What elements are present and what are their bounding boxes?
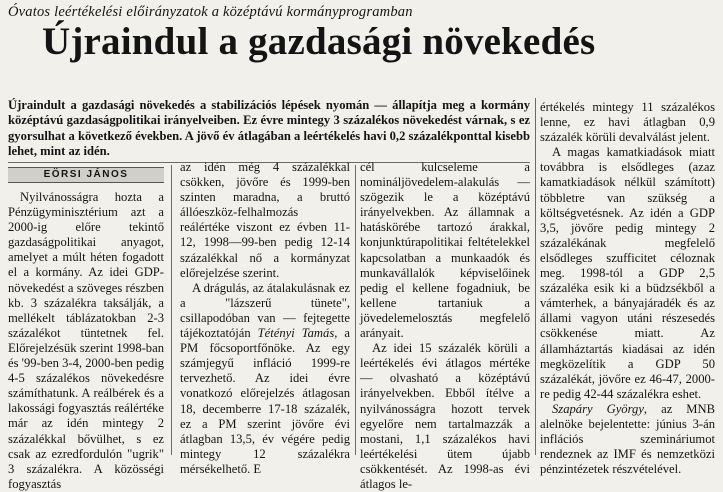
column-3-paragraph-1: cél kulcseleme a nomináljövedelem-alakulás — szögezik le a középtávú irányelvekben. Az államnak a hatáskörébe tartozó árakkal, konjunktúrapolitikai feltételekkel kapcsolatban a munkaadók és munkavállalók képviselőinek pedig el kellene fogadniuk, be kellene tartaniuk a jövedelemelosztás megfelelő arányait. (360, 160, 530, 341)
column-4-paragraph-3 (540, 402, 715, 477)
column-2 (180, 160, 350, 477)
article-kicker: Óvatos leértékelési előirányzatok a középtávú kormányprogramban (8, 4, 413, 20)
column-divider-2 (355, 165, 356, 455)
column-divider-1 (171, 165, 172, 455)
column-3 (360, 160, 530, 492)
column-divider-3 (535, 98, 536, 455)
column-2-text-b: , a PM főcsoportfőnöke. Az egy számjegyű infláció 1999-re tervezhető. Az idei évre vonatkozó előrejelzés átlagosan 18, decemberre 17-18 százalék, ez a PM szerint jövőre évi átlagban 13,5, év végére pedig mintegy 12 százalékra mérsékelhető. E (180, 326, 350, 476)
column-2-text-a: A drágulás, az átalakulásnak ez a "lázszerű tünete", csillapodóban van — fejtegette tájékoztatóján (180, 280, 350, 341)
official-name: Tétényi Tamás (257, 326, 335, 341)
article-headline: Újraindul a gazdasági növekedés (42, 20, 596, 63)
column-4-text: , az MNB alelnöke bejelentette: június 3-án inflációs szemináriumot rendeznek az IMF és nemzetközi pénzintézetek részvételével. (540, 401, 715, 477)
column-4-paragraph-2: A magas kamatkiadások miatt továbbra is elsődleges (azaz kamatkiadások nélkül számított) többletre van szükség a költségvetésnek. Az idén a GDP 3,5, jövőre pedig mintegy 2 százalékának megfelelő elsődleges szufficitet céloznak meg. 1998-tól a GDP 2,5 százaléka esik ki a büdzsékből a vámterhek, a bányajáradék és az állami vagyon utáni részesedés csökkenése miatt. Az államháztartás kiadásai az idén megközelítik a GDP 50 százalékát, jövőre ez 46-47, 2000-re pedig 42-44 százalékra eshet. (540, 145, 715, 401)
column-4-paragraph-1: értékelés mintegy 11 százalékos lenne, ez havi átlagban 0,9 százalék körüli devalválást jelent. (540, 100, 715, 145)
column-1-paragraph: Nyilvánosságra hozta a Pénzügyminisztérium azt a 2000-ig előre tekintő gazdaságpolitikai anyagot, amelyet a múlt héten fogadott el a kormány. Az idei GDP-növekedést a szöveges részben kb. 3 százalékra taksálják, a mellékelt táblázatokban 2-3 százalékot tüntetnek fel. Előrejelzésük szerint 1998-ban és '99-ben 3-4, 2000-ben pedig 4-5 százalékos növekedésre számíthatunk. A reálbérek és a lakossági fogyasztás reálértéke már az idén mintegy 2 százalékkal bővülhet, s ez csak az ezredfordulón "ugrik" 3 százalékra. A közösségi fogyasztás (8, 190, 164, 491)
article-lead: Újraindult a gazdasági növekedés a stabilizációs lépések nyomán — állapítja meg a kormány középtávú gazdaságpolitikai irányelveiben. Ez évre mintegy 3 százalékos növekedést várnak, s ez gyorsulhat a következő években. A jövő év átlagában a leértékelés havi 0,2 százalékponttal kisebb lehet, mint az idén. (8, 98, 530, 158)
column-2-paragraph-2 (180, 281, 350, 477)
column-4 (540, 100, 715, 477)
column-2-paragraph-1: az idén még 4 százalékkal csökken, jövőre és 1999-ben szinten maradna, a bruttó állóeszköz-felhalmozás reálértéke viszont ez évben 11-12, 1998—99-ben pedig 12-14 százalékkal nő a kormányzat előrejelzése szerint. (180, 160, 350, 280)
author-byline: EÖRSI JÁNOS (8, 167, 164, 183)
column-1 (8, 190, 164, 492)
column-3-paragraph-2: Az idei 15 százalék körüli a leértékelés évi átlagos mértéke — olvasható a középtávú irányelvekben. Ebből ítélve a nyilvánosságra hozott tervek egyelőre nem tartalmazzák a mostani, 1,1 százalékos havi leértékelési ütem újabb csökkentését. Az 1998-as évi átlagos le- (360, 341, 530, 491)
mnb-official-name: Szapáry György (552, 401, 644, 416)
